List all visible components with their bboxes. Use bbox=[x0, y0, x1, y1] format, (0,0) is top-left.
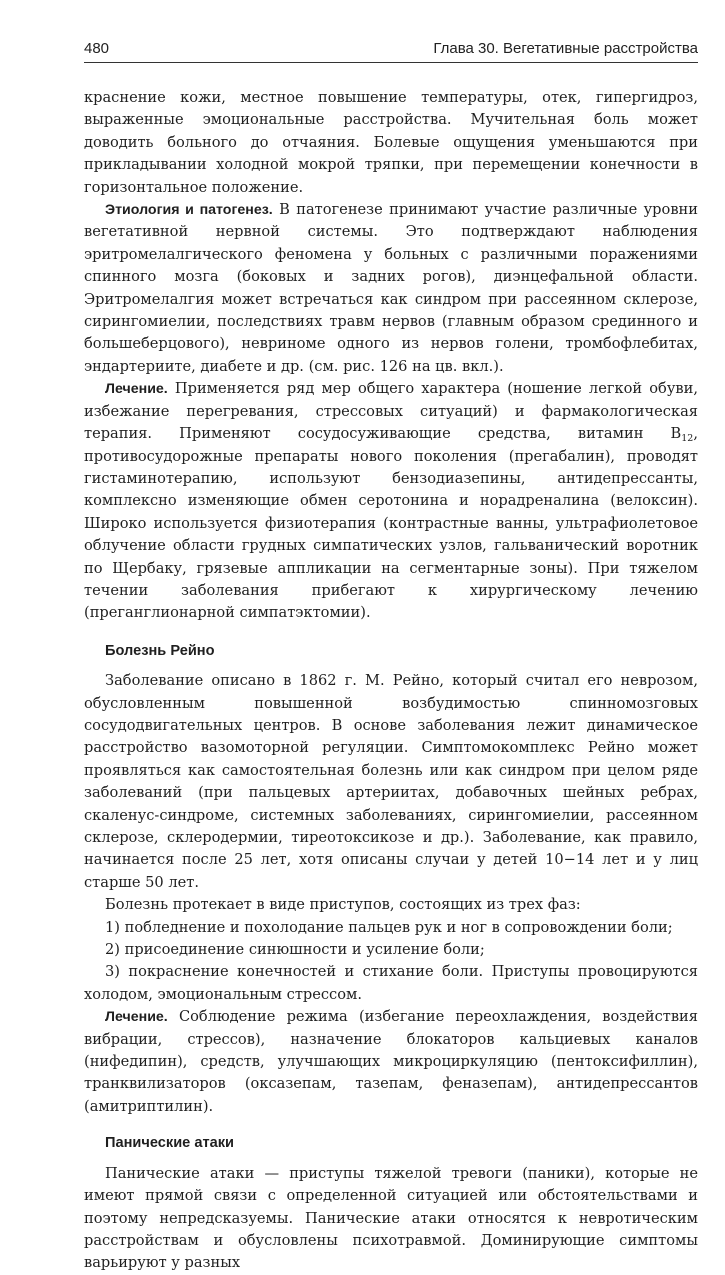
lead-treatment: Лечение. bbox=[105, 1009, 168, 1026]
page-body bbox=[84, 87, 698, 1275]
chapter-title: Глава 30. Вегетативные расстройства bbox=[433, 40, 698, 57]
treatment-text-a: Применяется ряд мер общего характера (ношение легкой обуви, избежание перегревания, стрессовых ситуаций) и фармакологическая терапия. Применяют сосудосуживающие средства, витамин B bbox=[84, 380, 698, 443]
lead-etiology: Этиология и патогенез. bbox=[105, 202, 273, 219]
phase-item: 1) побледнение и похолодание пальцев рук и ног в сопровождении боли; bbox=[105, 918, 673, 936]
raynaud-treatment-text: Соблюдение режима (избегание переохлаждения, воздействия вибрации, стрессов), назначение блокаторов кальциевых каналов (нифедипин), средств, улучшающих микроциркуляцию (пентоксифиллин), транквилизаторов (оксазепам, тазепам, феназепам), антидепрессантов (амитриптилин). bbox=[84, 1008, 698, 1115]
paragraph-treatment-erythromelalgia bbox=[84, 378, 698, 624]
running-header bbox=[84, 38, 698, 63]
phase-item: 2) присоединение синюшности и усиление боли; bbox=[105, 941, 485, 959]
page-number: 480 bbox=[84, 40, 110, 57]
paragraph-panic-attacks: Панические атаки — приступы тяжелой тревоги (паники), которые не имеют прямой связи с определенной ситуацией или обстоятельствами и поэтому непредсказуемы. Панические атаки относятся к невротическим расстройствам и обусловлены психотравмой. Доминирующие симптомы варьируют у разных bbox=[84, 1164, 698, 1272]
lead-treatment: Лечение. bbox=[105, 381, 168, 398]
treatment-text-b: , противосудорожные препараты нового поколения (прегабалин), проводят гистаминотерапию, используют бензодиазепины, антидепрессанты, комплексно изменяющие обмен серотонина и норадреналина (велоксин). Широко используется физиотерапия (контрастные ванны, ультрафиолетовое облучение области грудных симпатических узлов, гальванический воротник по Щербаку, грязевые аппликации на сегментарные зоны). При тяжелом течении заболевания прибегают к хирургическому лечению (преганглионарной симпатэктомии). bbox=[84, 425, 698, 622]
vitamin-subscript: 12 bbox=[681, 433, 694, 445]
paragraph-intro: краснение кожи, местное повышение температуры, отек, гипергидроз, выраженные эмоциональные расстройства. Мучительная боль может доводить больного до отчаяния. Болевые ощущения уменьшаются при прикладывании холодной мокрой тряпки, при перемещении конечности в горизонтальное положение. bbox=[84, 89, 698, 196]
paragraph-raynaud-phases-intro: Болезнь протекает в виде приступов, состоящих из трех фаз: bbox=[105, 896, 581, 914]
heading-panic-attacks: Панические атаки bbox=[105, 1135, 235, 1152]
paragraph-etiology bbox=[84, 199, 698, 378]
phase-item: 3) покраснение конечностей и стихание боли. Приступы провоцируются холодом, эмоциональным стрессом. bbox=[84, 963, 698, 1003]
paragraph-treatment-raynaud bbox=[84, 1006, 698, 1118]
etiology-text: В патогенезе принимают участие различные уровни вегетативной нервной системы. Это подтверждают наблюдения эритромелалгического феномена у больных с различными поражениями спинного мозга (боковых и задних рогов), диэнцефальной области. Эритромелалгия может встречаться как синдром при рассеянном склерозе, сирингомиелии, последствиях травм нервов (главным образом срединного и большеберцового), невриноме одного из нервов голени, тромбофлебитах, эндартериите, диабете и др. (см. рис. 126 на цв. вкл.). bbox=[84, 201, 698, 375]
paragraph-raynaud-description: Заболевание описано в 1862 г. М. Рейно, который считал его неврозом, обусловленным повышенной возбудимостью спинномозговых сосудодвигательных центров. В основе заболевания лежит динамическое расстройство вазомоторной регуляции. Симптомокомплекс Рейно может проявляться как самостоятельная болезнь или как синдром при целом ряде заболеваний (при пальцевых артериитах, добавочных шейных ребрах, скаленус-синдроме, системных заболеваниях, сирингомиелии, рассеянном склерозе, склеродермии, тиреотоксикозе и др.). Заболевание, как правило, начинается после 25 лет, хотя описаны случаи у детей 10−14 лет и у лиц старше 50 лет. bbox=[84, 672, 698, 891]
heading-raynaud: Болезнь Рейно bbox=[105, 642, 215, 659]
